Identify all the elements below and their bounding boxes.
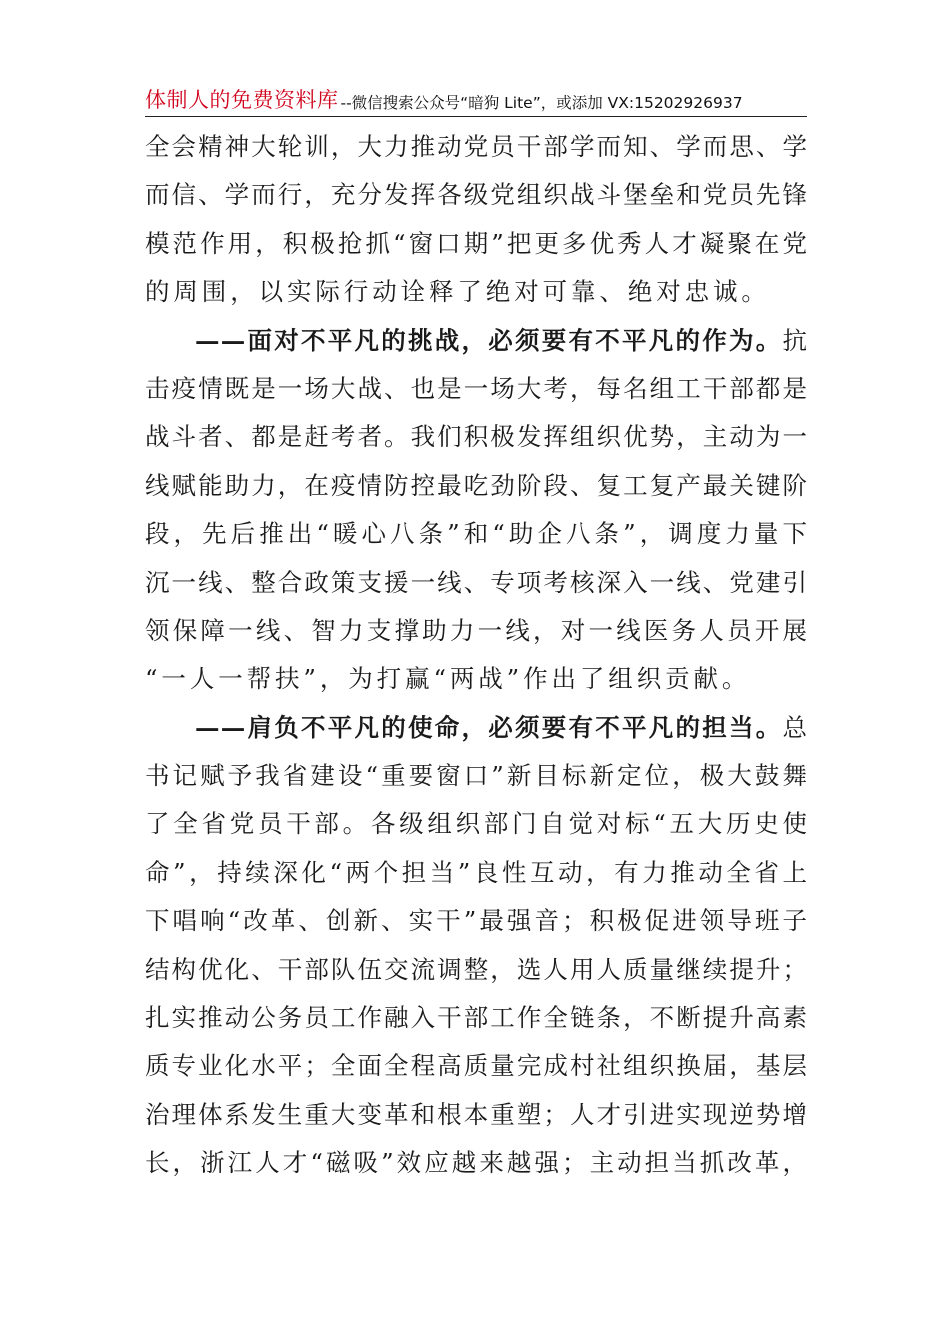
text-line: 模范作用，积极抢抓“窗口期”把更多优秀人才凝聚在党 — [145, 228, 807, 258]
header-brand-title: 体制人的免费资料库 — [145, 88, 339, 112]
header-subtitle: --微信搜索公众号“暗狗 Lite”，或添加 VX:15202926937 — [340, 94, 743, 112]
text-line: 击疫情既是一场大战、也是一场大考，每名组工干部都是 — [145, 373, 807, 403]
paragraph — [145, 704, 807, 1188]
text-line: 线赋能助力，在疫情防控最吃劲阶段、复工复产最关键阶 — [145, 470, 807, 500]
paragraph-heading: ——肩负不平凡的使命，必须要有不平凡的担当。 — [195, 712, 783, 742]
text-line: 结构优化、干部队伍交流调整，选人用人质量继续提升； — [145, 954, 807, 984]
text-line: 沉一线、整合政策支援一线、专项考核深入一线、党建引 — [145, 567, 807, 597]
page-header — [145, 84, 807, 114]
text-line: 命”，持续深化“两个担当”良性互动，有力推动全省上 — [145, 857, 807, 887]
text-line: 长，浙江人才“磁吸”效应越来越强；主动担当抓改革， — [145, 1148, 807, 1178]
paragraph — [145, 317, 807, 704]
paragraph — [145, 123, 807, 317]
text-line: 而信、学而行，充分发挥各级党组织战斗堡垒和党员先锋 — [145, 180, 807, 210]
text-line: 的周围，以实际行动诠释了绝对可靠、绝对忠诚。 — [145, 277, 770, 307]
text-line: 段，先后推出“暖心八条”和“助企八条”，调度力量下 — [145, 519, 807, 549]
paragraph-first-line — [145, 317, 807, 365]
text-line: 全会精神大轮训，大力推动党员干部学而知、学而思、学 — [145, 132, 807, 161]
text-line: 治理体系发生重大变革和根本重塑；人才引进实现逆势增 — [145, 1099, 807, 1129]
paragraph-heading: ——面对不平凡的挑战，必须要有不平凡的作为。 — [195, 325, 783, 355]
text-line: 质专业化水平；全面全程高质量完成村社组织换届，基层 — [145, 1051, 807, 1081]
text-line: 了全省党员干部。各级组织部门自觉对标“五大历史使 — [145, 809, 807, 839]
document-body — [145, 123, 807, 1188]
text-line: 书记赋予我省建设“重要窗口”新目标新定位，极大鼓舞 — [145, 761, 807, 791]
text-line: “一人一帮扶”，为打赢“两战”作出了组织贡献。 — [145, 664, 751, 694]
header-divider — [145, 116, 807, 117]
paragraph-lead-text: 抗 — [782, 325, 807, 355]
text-line: 下唱响“改革、创新、实干”最强音；积极促进领导班子 — [145, 906, 807, 936]
text-line: 扎实推动公务员工作融入干部工作全链条，不断提升高素 — [145, 1003, 807, 1033]
text-line: 战斗者、都是赶考者。我们积极发挥组织优势，主动为一 — [145, 422, 807, 452]
text-line: 领保障一线、智力支撑助力一线，对一线医务人员开展 — [145, 615, 807, 645]
paragraph-lead-text: 总 — [782, 712, 807, 742]
paragraph-first-line — [145, 704, 807, 752]
